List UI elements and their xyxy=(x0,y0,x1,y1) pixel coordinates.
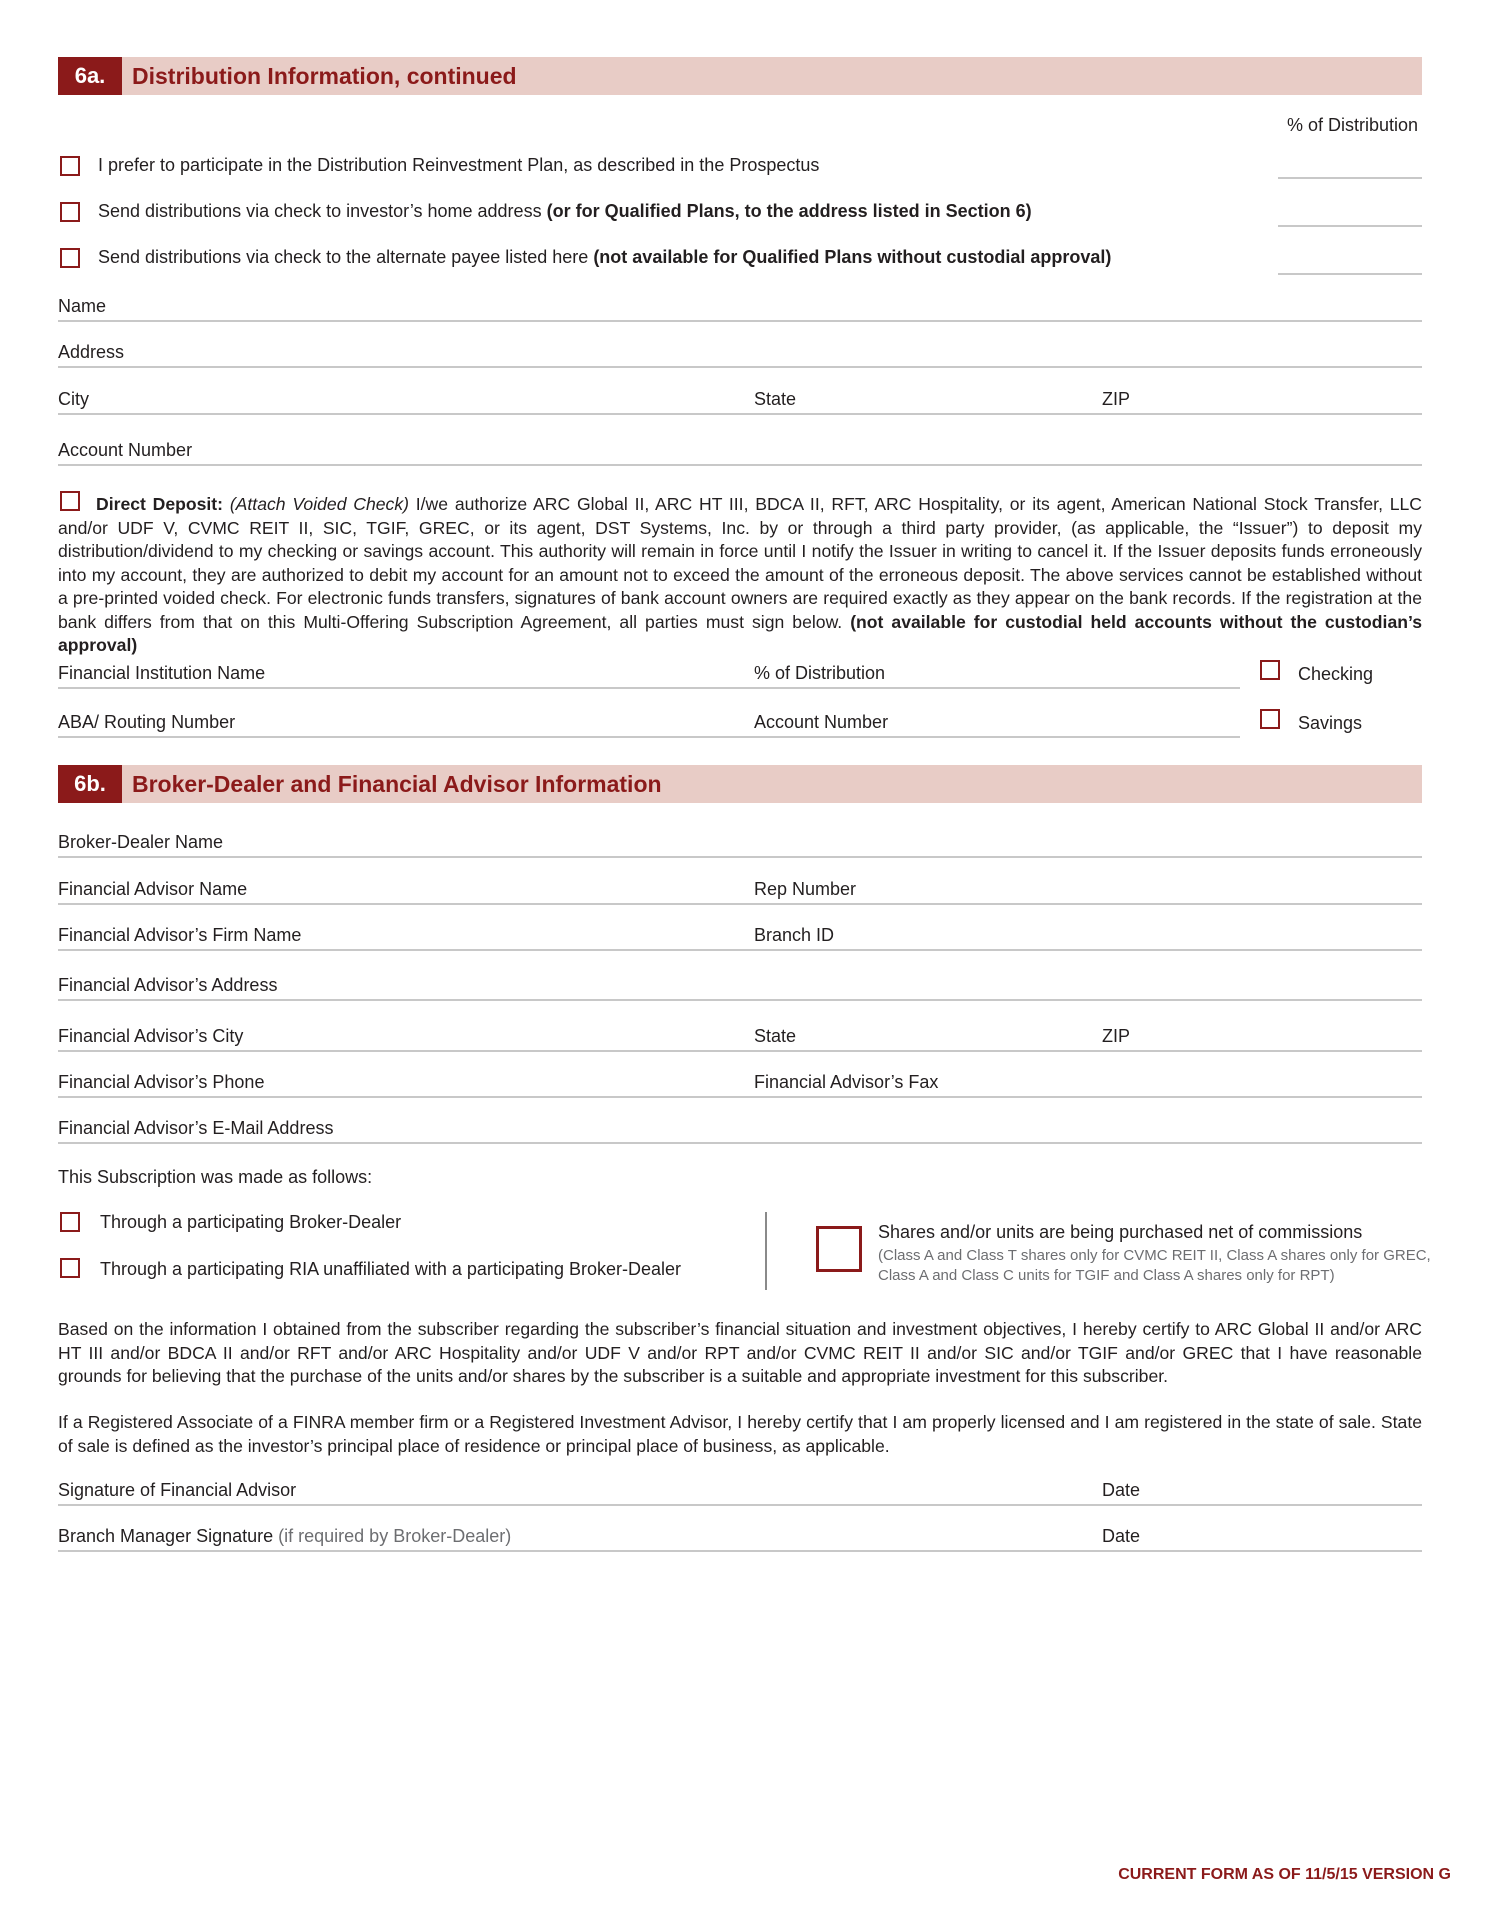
percent-of-distribution-header: % of Distribution xyxy=(1287,115,1419,135)
net-of-commissions-label: Shares and/or units are being purchased net of commissions xyxy=(878,1222,1363,1242)
advisor-signature-date-field[interactable]: Date xyxy=(1102,1480,1422,1506)
via-broker-dealer-label: Through a participating Broker-Dealer xyxy=(100,1212,402,1232)
section-6a-header xyxy=(58,57,1422,95)
advisor-phone-field[interactable]: Financial Advisor’s Phone xyxy=(58,1072,754,1098)
broker-dealer-name-field[interactable]: Broker-Dealer Name xyxy=(58,832,1422,858)
licensing-certification: If a Registered Associate of a FINRA member firm or a Registered Investment Advisor, I hereby certify that I am properly licensed and I am registered in the state of sale. State of sale is defined as the investor’s principal place of residence or principal place of business, as applicable. xyxy=(58,1412,1422,1456)
reinvestment-percent-field[interactable] xyxy=(1278,177,1422,179)
rep-number-field[interactable]: Rep Number xyxy=(754,879,1422,905)
home-address-checkbox[interactable] xyxy=(60,202,80,222)
direct-deposit-text: Direct Deposit: (Attach Voided Check) I/we authorize ARC Global II, ARC HT III, BDCA II, RFT, ARC Hospitality, or its agent, American National Stock Transfer, LLC and/or UDF V, CVMC REIT II, SIC, TGIF, GREC, or its agent, DST Systems, Inc. by or through a third party provider, (as applicable, the “Issuer”) to deposit my distribution/dividend to my checking or savings account. This authority will remain in force until I notify the Issuer in writing to cancel it. If the Issuer deposits funds erroneously into my account, they are authorized to debit my account for an amount not to exceed the amount of the erroneous deposit. The above services cannot be established without a pre-printed voided check. For electronic funds transfers, signatures of bank account owners are required exactly as they appear on the bank records. If the registration at the bank differs from that on this Multi-Offering Subscription Agreement, all parties must sign below. (not available for custodial held accounts without the custodian’s approval) xyxy=(58,494,1423,655)
branch-id-field[interactable]: Branch ID xyxy=(754,925,1422,951)
routing-number-field[interactable]: ABA/ Routing Number xyxy=(58,712,754,738)
advisor-firm-name-field[interactable]: Financial Advisor’s Firm Name xyxy=(58,925,754,951)
home-address-label: Send distributions via check to investor’s home address (or for Qualified Plans, to the address listed in Section 6) xyxy=(98,201,1032,221)
advisor-name-field[interactable]: Financial Advisor Name xyxy=(58,879,754,905)
reinvestment-plan-checkbox[interactable] xyxy=(60,156,80,176)
section-6a-number: 6a. xyxy=(58,57,122,95)
section-6b-title: Broker-Dealer and Financial Advisor Information xyxy=(132,771,662,797)
divider xyxy=(765,1212,767,1290)
section-6b-header xyxy=(58,765,1422,803)
via-broker-dealer-checkbox[interactable] xyxy=(60,1212,80,1232)
savings-label: Savings xyxy=(1298,713,1363,733)
savings-checkbox[interactable] xyxy=(1260,709,1280,729)
advisor-signature-field[interactable]: Signature of Financial Advisor xyxy=(58,1480,1102,1506)
payee-account-number-field[interactable]: Account Number xyxy=(58,440,1422,466)
payee-city-field[interactable]: City xyxy=(58,389,754,415)
bank-account-number-field[interactable]: Account Number xyxy=(754,712,1240,738)
advisor-city-field[interactable]: Financial Advisor’s City xyxy=(58,1026,754,1052)
advisor-state-field[interactable]: State xyxy=(754,1026,1102,1052)
form-version-footer: CURRENT FORM AS OF 11/5/15 VERSION G xyxy=(1118,1866,1451,1883)
branch-manager-date-field[interactable]: Date xyxy=(1102,1526,1422,1552)
net-of-commissions-checkbox[interactable] xyxy=(816,1226,862,1272)
advisor-address-field[interactable]: Financial Advisor’s Address xyxy=(58,975,1422,1001)
advisor-zip-field[interactable]: ZIP xyxy=(1102,1026,1422,1052)
payee-state-field[interactable]: State xyxy=(754,389,1102,415)
alternate-payee-checkbox[interactable] xyxy=(60,248,80,268)
reinvestment-plan-label: I prefer to participate in the Distribution Reinvestment Plan, as described in the Prospectus xyxy=(98,155,820,175)
payee-zip-field[interactable]: ZIP xyxy=(1102,389,1422,415)
section-6a-title: Distribution Information, continued xyxy=(132,63,517,89)
suitability-certification: Based on the information I obtained from the subscriber regarding the subscriber’s financial situation and investment objectives, I hereby certify to ARC Global II and/or ARC HT III and/or BDCA II and/or RFT and/or ARC Hospitality and/or UDF V and/or RPT and/or CVMC REIT II and/or SIC and/or TGIF and/or GREC that I have reasonable grounds for believing that the purchase of the units and/or shares by the subscriber is a suitable and appropriate investment for this subscriber. xyxy=(58,1319,1422,1386)
branch-manager-signature-field[interactable]: Branch Manager Signature (if required by Broker-Dealer) xyxy=(58,1526,1102,1552)
checking-checkbox[interactable] xyxy=(1260,660,1280,680)
section-6b-number: 6b. xyxy=(58,765,122,803)
alternate-payee-label: Send distributions via check to the alternate payee listed here (not available for Qualified Plans without custodial approval) xyxy=(98,247,1112,267)
bank-percent-field[interactable]: % of Distribution xyxy=(754,663,1240,689)
via-ria-checkbox[interactable] xyxy=(60,1258,80,1278)
payee-address-field[interactable]: Address xyxy=(58,342,1422,368)
home-address-percent-field[interactable] xyxy=(1278,225,1422,227)
net-of-commissions-note-2: Class A and Class C units for TGIF and Class A shares only for RPT) xyxy=(878,1267,1335,1284)
net-of-commissions-note-1: (Class A and Class T shares only for CVMC REIT II, Class A shares only for GREC, xyxy=(878,1247,1431,1264)
checking-label: Checking xyxy=(1298,664,1374,684)
via-ria-label: Through a participating RIA unaffiliated with a participating Broker-Dealer xyxy=(100,1259,681,1279)
payee-name-field[interactable]: Name xyxy=(58,296,1422,322)
made-as-follows-label: This Subscription was made as follows: xyxy=(58,1167,373,1187)
advisor-fax-field[interactable]: Financial Advisor’s Fax xyxy=(754,1072,1422,1098)
financial-institution-field[interactable]: Financial Institution Name xyxy=(58,663,754,689)
advisor-email-field[interactable]: Financial Advisor’s E-Mail Address xyxy=(58,1118,1422,1144)
alternate-payee-percent-field[interactable] xyxy=(1278,273,1422,275)
